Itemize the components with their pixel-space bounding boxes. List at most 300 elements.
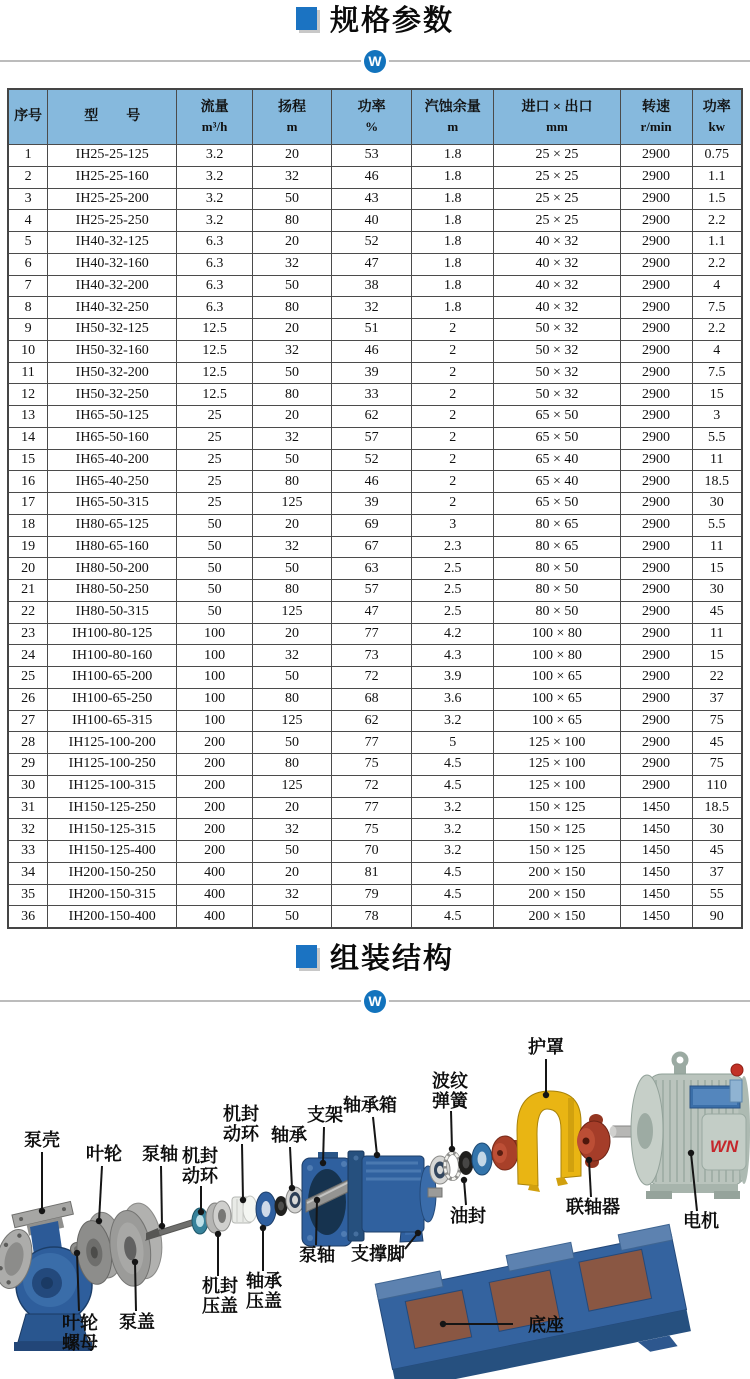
table-cell: 16 — [8, 471, 48, 493]
table-cell: 33 — [8, 841, 48, 863]
table-cell: 11 — [692, 536, 742, 558]
table-cell: 34 — [8, 862, 48, 884]
table-cell: 125 — [252, 710, 331, 732]
table-cell: 50 — [177, 514, 253, 536]
table-cell: 80 — [252, 210, 331, 232]
table-cell: 47 — [332, 601, 412, 623]
table-cell: 3.2 — [412, 797, 494, 819]
table-cell: 50 × 32 — [494, 384, 620, 406]
table-cell: 30 — [692, 493, 742, 515]
table-cell: 3.2 — [177, 166, 253, 188]
table-cell: 2.2 — [692, 253, 742, 275]
table-cell: 25 × 25 — [494, 166, 620, 188]
table-cell: 1.8 — [412, 145, 494, 167]
table-cell: IH125-100-250 — [48, 754, 177, 776]
table-cell: 80 — [252, 754, 331, 776]
table-cell: 43 — [332, 188, 412, 210]
table-cell: IH50-32-250 — [48, 384, 177, 406]
table-header-cell: 汽蚀余量 m — [412, 89, 494, 145]
table-row — [8, 775, 742, 797]
table-cell: 40 × 32 — [494, 232, 620, 254]
table-cell: 50 — [177, 580, 253, 602]
table-cell: 3.2 — [177, 188, 253, 210]
table-cell: 15 — [692, 645, 742, 667]
table-cell: 80 — [252, 384, 331, 406]
table-cell: IH80-50-250 — [48, 580, 177, 602]
table-cell: 50 — [252, 906, 331, 928]
part-label-text: 机封动环 — [182, 1146, 218, 1186]
table-cell: 2900 — [620, 775, 692, 797]
table-cell: 2900 — [620, 232, 692, 254]
table-cell: 52 — [332, 232, 412, 254]
table-cell: 1 — [8, 145, 48, 167]
table-cell: 4.5 — [412, 906, 494, 928]
table-cell: 2900 — [620, 297, 692, 319]
table-cell: 2900 — [620, 275, 692, 297]
part-label — [528, 1036, 564, 1098]
table-cell: IH25-25-125 — [48, 145, 177, 167]
part-label-text: 联轴器 — [566, 1197, 620, 1217]
table-cell: 40 — [332, 210, 412, 232]
table-cell: 50 — [252, 667, 331, 689]
table-cell: 100 — [177, 645, 253, 667]
table-cell: 200 — [177, 841, 253, 863]
table-cell: 200 × 150 — [494, 884, 620, 906]
motor — [610, 1054, 750, 1199]
table-header-cell: 序号 — [8, 89, 48, 145]
table-cell: 69 — [332, 514, 412, 536]
section2-header — [0, 939, 750, 973]
part-label-text: 护罩 — [528, 1037, 564, 1057]
part-label-text: 泵轴 — [142, 1144, 178, 1164]
label-leader-line — [373, 1117, 377, 1155]
table-cell: 5.5 — [692, 427, 742, 449]
table-row — [8, 884, 742, 906]
table-cell: 4 — [692, 340, 742, 362]
table-row — [8, 797, 742, 819]
table-header-cell: 进口 × 出口 mm — [494, 89, 620, 145]
table-cell: 3.6 — [412, 688, 494, 710]
label-leader-line — [323, 1127, 324, 1163]
table-row — [8, 166, 742, 188]
table-cell: 400 — [177, 906, 253, 928]
table-cell: 3.2 — [177, 210, 253, 232]
table-cell: 2900 — [620, 710, 692, 732]
part-label — [202, 1231, 238, 1316]
table-cell: 81 — [332, 862, 412, 884]
motor-sticker — [730, 1080, 742, 1102]
table-row — [8, 732, 742, 754]
table-cell: 3.2 — [412, 841, 494, 863]
table-cell: 25 × 25 — [494, 210, 620, 232]
table-cell: 18.5 — [692, 797, 742, 819]
table-cell: 1.1 — [692, 166, 742, 188]
table-cell: IH200-150-400 — [48, 906, 177, 928]
table-cell: IH65-40-250 — [48, 471, 177, 493]
table-cell: 38 — [332, 275, 412, 297]
table-cell: 62 — [332, 406, 412, 428]
table-cell: IH25-25-250 — [48, 210, 177, 232]
table-cell: 80 × 50 — [494, 558, 620, 580]
label-anchor-dot — [74, 1250, 80, 1256]
table-cell: 2900 — [620, 362, 692, 384]
spec-table — [7, 88, 743, 929]
table-cell: 20 — [252, 623, 331, 645]
table-cell: 2.2 — [692, 319, 742, 341]
table-row — [8, 558, 742, 580]
table-row — [8, 710, 742, 732]
table-cell: 400 — [177, 884, 253, 906]
table-row — [8, 645, 742, 667]
table-cell: 39 — [332, 493, 412, 515]
table-cell: 100 × 65 — [494, 688, 620, 710]
table-cell: IH65-50-160 — [48, 427, 177, 449]
table-cell: 45 — [692, 841, 742, 863]
part-label-text: 支撑脚 — [351, 1244, 405, 1264]
table-cell: 200 — [177, 819, 253, 841]
table-cell: 150 × 125 — [494, 797, 620, 819]
label-anchor-dot — [132, 1259, 138, 1265]
table-cell: 52 — [332, 449, 412, 471]
table-cell: 77 — [332, 797, 412, 819]
table-cell: 80 — [252, 297, 331, 319]
section-bullet-icon — [296, 945, 317, 968]
table-cell: 37 — [692, 862, 742, 884]
label-anchor-dot — [198, 1209, 204, 1215]
table-cell: 2 — [8, 166, 48, 188]
table-cell: IH150-125-315 — [48, 819, 177, 841]
table-row — [8, 449, 742, 471]
part-label-text: 底座 — [528, 1315, 564, 1335]
label-anchor-dot — [688, 1150, 694, 1156]
table-cell: 2 — [412, 406, 494, 428]
table-cell: 2 — [412, 340, 494, 362]
table-cell: 2900 — [620, 340, 692, 362]
table-cell: 40 × 32 — [494, 275, 620, 297]
table-cell: 100 × 65 — [494, 710, 620, 732]
table-cell: 2.5 — [412, 601, 494, 623]
base — [375, 1222, 693, 1379]
table-cell: 46 — [332, 166, 412, 188]
label-leader-line — [161, 1166, 162, 1226]
table-cell: 50 — [252, 732, 331, 754]
table-cell: 50 × 32 — [494, 362, 620, 384]
table-row — [8, 406, 742, 428]
section-bullet-icon — [296, 7, 317, 30]
table-cell: 3.2 — [177, 145, 253, 167]
table-cell: 6.3 — [177, 297, 253, 319]
table-cell: 1.8 — [412, 210, 494, 232]
table-cell: 100 × 80 — [494, 645, 620, 667]
table-cell: 40 × 32 — [494, 253, 620, 275]
label-anchor-dot — [215, 1231, 221, 1237]
table-cell: 2900 — [620, 732, 692, 754]
table-cell: IH80-65-125 — [48, 514, 177, 536]
table-cell: 25 × 25 — [494, 145, 620, 167]
table-cell: 1450 — [620, 797, 692, 819]
table-cell: 1450 — [620, 884, 692, 906]
table-cell: 2900 — [620, 688, 692, 710]
table-cell: 7 — [8, 275, 48, 297]
table-row — [8, 906, 742, 928]
table-cell: 18 — [8, 514, 48, 536]
table-cell: 125 × 100 — [494, 754, 620, 776]
table-cell: 80 × 65 — [494, 514, 620, 536]
table-cell: 65 × 50 — [494, 427, 620, 449]
label-anchor-dot — [374, 1152, 380, 1158]
table-cell: IH125-100-200 — [48, 732, 177, 754]
table-cell: 4.3 — [412, 645, 494, 667]
table-cell: IH80-65-160 — [48, 536, 177, 558]
table-cell: 6.3 — [177, 275, 253, 297]
part-label-text: 泵轴 — [299, 1245, 335, 1265]
table-cell: 2 — [412, 427, 494, 449]
table-cell: 0.75 — [692, 145, 742, 167]
table-cell: 2 — [412, 362, 494, 384]
part-label-text: 泵盖 — [119, 1312, 155, 1332]
table-cell: 2900 — [620, 645, 692, 667]
table-cell: 50 — [252, 841, 331, 863]
table-cell: 68 — [332, 688, 412, 710]
table-cell: 4.5 — [412, 884, 494, 906]
table-cell: 1450 — [620, 906, 692, 928]
table-cell: IH80-50-200 — [48, 558, 177, 580]
table-cell: 33 — [332, 384, 412, 406]
w-badge-icon: W — [361, 47, 389, 76]
table-cell: 5.5 — [692, 514, 742, 536]
table-cell: 200 — [177, 754, 253, 776]
table-cell: 30 — [692, 819, 742, 841]
section2-divider — [0, 988, 750, 1014]
table-cell: 77 — [332, 623, 412, 645]
table-cell: 30 — [8, 775, 48, 797]
table-cell: 36 — [8, 906, 48, 928]
table-cell: 32 — [252, 340, 331, 362]
table-cell: 15 — [8, 449, 48, 471]
table-cell: 3.2 — [412, 819, 494, 841]
table-cell: 46 — [332, 340, 412, 362]
part-label — [450, 1177, 486, 1226]
table-row — [8, 145, 742, 167]
table-cell: 1450 — [620, 819, 692, 841]
label-leader-line — [242, 1144, 243, 1200]
table-cell: 1.8 — [412, 275, 494, 297]
table-cell: IH65-40-200 — [48, 449, 177, 471]
table-cell: 65 × 50 — [494, 406, 620, 428]
table-cell: 77 — [332, 732, 412, 754]
table-cell: 150 × 125 — [494, 841, 620, 863]
part-label — [86, 1143, 122, 1224]
part-label-text: 叶轮 — [86, 1144, 122, 1164]
table-cell: 7.5 — [692, 362, 742, 384]
label-leader-line — [316, 1200, 317, 1245]
table-cell: IH40-32-160 — [48, 253, 177, 275]
section1-title: 规格参数 — [329, 4, 454, 37]
table-cell: 150 × 125 — [494, 819, 620, 841]
table-cell: 80 — [252, 688, 331, 710]
table-cell: 2 — [412, 449, 494, 471]
table-cell: 110 — [692, 775, 742, 797]
table-cell: 17 — [8, 493, 48, 515]
table-cell: 50 — [177, 601, 253, 623]
table-cell: 50 × 32 — [494, 319, 620, 341]
table-row — [8, 188, 742, 210]
table-row — [8, 623, 742, 645]
table-cell: 2900 — [620, 384, 692, 406]
w-badge-icon: W — [361, 987, 389, 1016]
table-cell: 1.8 — [412, 297, 494, 319]
table-cell: IH65-50-125 — [48, 406, 177, 428]
coupling-guard — [517, 1091, 581, 1192]
table-cell: 2900 — [620, 471, 692, 493]
table-row — [8, 297, 742, 319]
table-cell: IH100-80-160 — [48, 645, 177, 667]
table-cell: 2900 — [620, 427, 692, 449]
table-cell: 2 — [412, 319, 494, 341]
table-cell: 125 × 100 — [494, 775, 620, 797]
pump-exploded-diagram — [0, 1030, 750, 1379]
table-cell: 3.2 — [412, 710, 494, 732]
part-label — [246, 1225, 282, 1311]
label-anchor-dot — [449, 1146, 455, 1152]
table-cell: 25 — [177, 449, 253, 471]
table-cell: 19 — [8, 536, 48, 558]
table-cell: 125 — [252, 775, 331, 797]
table-cell: IH40-32-125 — [48, 232, 177, 254]
table-cell: 100 — [177, 667, 253, 689]
part-label — [24, 1129, 60, 1214]
table-cell: 22 — [692, 667, 742, 689]
table-cell: 2900 — [620, 558, 692, 580]
table-cell: 72 — [332, 775, 412, 797]
table-cell: 200 × 150 — [494, 906, 620, 928]
table-cell: 25 — [8, 667, 48, 689]
table-cell: IH100-65-200 — [48, 667, 177, 689]
table-cell: 25 — [177, 493, 253, 515]
table-row — [8, 253, 742, 275]
table-cell: 80 × 50 — [494, 580, 620, 602]
table-cell: 3 — [692, 406, 742, 428]
table-row — [8, 340, 742, 362]
table-cell: 2 — [412, 493, 494, 515]
table-cell: 80 × 65 — [494, 536, 620, 558]
table-cell: 1450 — [620, 841, 692, 863]
table-cell: 15 — [692, 558, 742, 580]
table-cell: 67 — [332, 536, 412, 558]
table-cell: IH150-125-250 — [48, 797, 177, 819]
table-row — [8, 601, 742, 623]
table-cell: 1.8 — [412, 166, 494, 188]
table-cell: 39 — [332, 362, 412, 384]
table-cell: 200 × 150 — [494, 862, 620, 884]
table-cell: 3 — [8, 188, 48, 210]
table-cell: 55 — [692, 884, 742, 906]
table-cell: 2900 — [620, 406, 692, 428]
label-anchor-dot — [159, 1223, 165, 1229]
table-header-cell: 扬程 m — [252, 89, 331, 145]
table-cell: 1.1 — [692, 232, 742, 254]
label-anchor-dot — [415, 1230, 421, 1236]
table-cell: 5 — [8, 232, 48, 254]
table-cell: 125 — [252, 493, 331, 515]
table-cell: 6.3 — [177, 232, 253, 254]
end-cover-disc — [472, 1143, 492, 1175]
table-cell: 75 — [332, 754, 412, 776]
table-cell: 80 — [252, 580, 331, 602]
bearing-housing — [348, 1151, 442, 1241]
table-cell: 22 — [8, 601, 48, 623]
table-cell: 125 × 100 — [494, 732, 620, 754]
table-cell: 28 — [8, 732, 48, 754]
table-cell: 2.3 — [412, 536, 494, 558]
part-label-text: 机封动环 — [223, 1104, 259, 1144]
table-cell: 3 — [412, 514, 494, 536]
table-cell: 65 × 50 — [494, 493, 620, 515]
table-cell: IH100-65-315 — [48, 710, 177, 732]
part-label-text: 轴承压盖 — [246, 1271, 282, 1311]
table-cell: 1.5 — [692, 188, 742, 210]
table-cell: 1.8 — [412, 232, 494, 254]
table-row — [8, 275, 742, 297]
table-cell: 50 — [252, 275, 331, 297]
table-cell: IH100-65-250 — [48, 688, 177, 710]
table-cell: 3.9 — [412, 667, 494, 689]
table-cell: 2900 — [620, 210, 692, 232]
label-leader-line — [290, 1147, 292, 1188]
table-cell: 35 — [8, 884, 48, 906]
table-cell: 20 — [252, 514, 331, 536]
table-row — [8, 493, 742, 515]
table-header-cell: 功率 kw — [692, 89, 742, 145]
table-cell: 12.5 — [177, 362, 253, 384]
part-label-text: 轴承 — [271, 1125, 307, 1145]
section1-divider — [0, 48, 750, 74]
label-anchor-dot — [440, 1321, 446, 1327]
table-cell: 78 — [332, 906, 412, 928]
label-anchor-dot — [543, 1092, 549, 1098]
part-label-text: 泵壳 — [24, 1130, 60, 1150]
table-cell: 90 — [692, 906, 742, 928]
table-cell: IH50-32-125 — [48, 319, 177, 341]
label-anchor-dot — [39, 1208, 45, 1214]
label-leader-line — [464, 1180, 466, 1205]
table-header-cell: 转速 r/min — [620, 89, 692, 145]
table-row — [8, 362, 742, 384]
table-cell: 32 — [252, 427, 331, 449]
table-cell: 29 — [8, 754, 48, 776]
part-label-text: 油封 — [450, 1206, 486, 1226]
table-cell: 24 — [8, 645, 48, 667]
label-anchor-dot — [240, 1197, 246, 1203]
table-cell: 20 — [252, 406, 331, 428]
table-cell: IH125-100-315 — [48, 775, 177, 797]
table-cell: 31 — [8, 797, 48, 819]
table-cell: 4.2 — [412, 623, 494, 645]
table-cell: 25 × 25 — [494, 188, 620, 210]
label-anchor-dot — [320, 1160, 326, 1166]
table-cell: 46 — [332, 471, 412, 493]
table-cell: 5 — [412, 732, 494, 754]
table-cell: 50 — [177, 536, 253, 558]
table-cell: 45 — [692, 601, 742, 623]
table-cell: 1.8 — [412, 253, 494, 275]
table-cell: 2900 — [620, 145, 692, 167]
table-cell: IH25-25-200 — [48, 188, 177, 210]
table-cell: 10 — [8, 340, 48, 362]
table-cell: 21 — [8, 580, 48, 602]
table-header-cell: 流量 m³/h — [177, 89, 253, 145]
table-cell: 2 — [412, 471, 494, 493]
